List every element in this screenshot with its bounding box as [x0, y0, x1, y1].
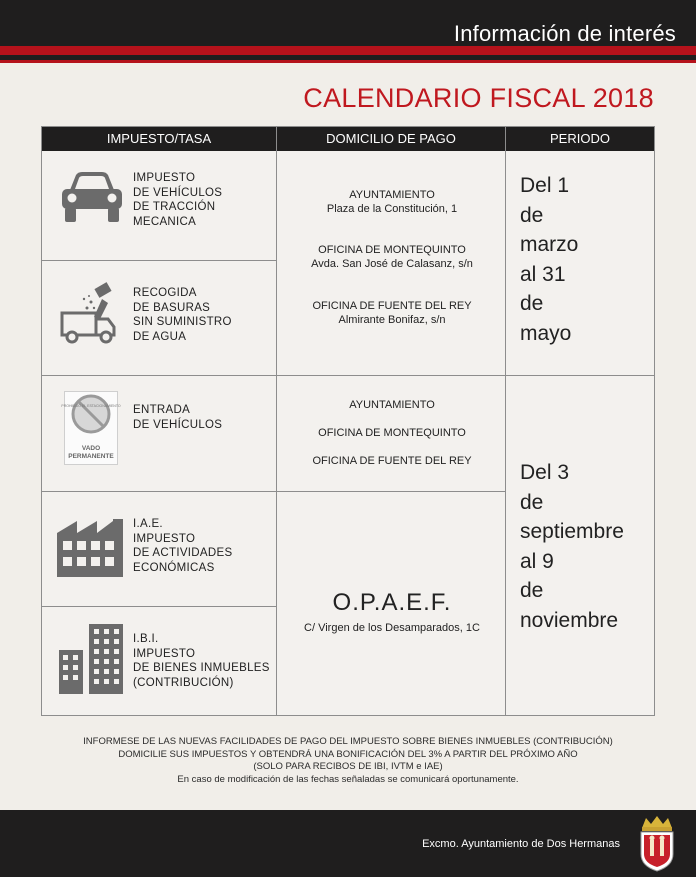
car-icon [60, 170, 124, 224]
header-red-underline [0, 60, 696, 63]
payment-office: OFICINA DE FUENTE DEL REY [312, 455, 472, 467]
info-notes [0, 736, 696, 786]
payment-office: OFICINA DE MONTEQUINTO Avda. San José de Calasanz, s/n [311, 244, 473, 270]
payment-office: OFICINA DE MONTEQUINTO [318, 427, 466, 439]
column-header-period: PERIODO [550, 131, 610, 146]
tax-label-vehicle-entry: ENTRADA DE VEHÍCULOS [133, 404, 223, 431]
column-header-tax: IMPUESTO/TASA [106, 131, 212, 146]
sign-label-vado: VADO [81, 445, 101, 452]
garbage-truck-icon [58, 277, 124, 345]
column-header-payment: DOMICILIO DE PAGO [326, 131, 456, 146]
header-red-stripe [0, 46, 696, 55]
note-line: (SOLO PARA RECIBOS DE IBI, IVTM e IAE) [253, 761, 443, 772]
row-divider [42, 491, 505, 492]
no-parking-icon [61, 392, 121, 436]
factory-icon [57, 519, 125, 577]
header-title: Información de interés [453, 21, 676, 46]
column-divider [276, 127, 277, 715]
fiscal-calendar-table [41, 126, 655, 716]
coat-of-arms-icon [636, 814, 678, 872]
sign-label-permanente: PERMANENTE [68, 453, 114, 460]
buildings-icon [59, 624, 125, 694]
row-divider [42, 260, 276, 261]
payment-office-opaef-address: C/ Virgen de los Desamparados, 1C [304, 622, 480, 634]
period-first: Del 1 de marzo al 31 de mayo [520, 174, 579, 345]
note-line: DOMICILIE SUS IMPUESTOS Y OBTENDRÁ UNA BONIFICACIÓN DEL 3% A PARTIR DEL PRÓXIMO AÑO [118, 748, 578, 760]
table-header [42, 127, 654, 151]
svg-text:PROHIBIDO EL ESTACIONAMIENTO: PROHIBIDO EL ESTACIONAMIENTO [61, 404, 121, 408]
vado-sign-icon [61, 391, 121, 465]
tax-label-ibi: I.B.I. IMPUESTO DE BIENES INMUEBLES (CONTRIBUCIÓN) [133, 633, 270, 689]
period-second: Del 3 de septiembre al 9 de noviembre [520, 461, 624, 632]
row-divider [42, 375, 654, 376]
payment-office: OFICINA DE FUENTE DEL REY Almirante Bonifaz, s/n [312, 300, 472, 326]
page-title: CALENDARIO FISCAL 2018 [303, 83, 654, 113]
row-divider [42, 606, 276, 607]
payment-office: AYUNTAMIENTO Plaza de la Constitución, 1 [326, 189, 458, 215]
payment-office-opaef: O.P.A.E.F. [332, 589, 452, 616]
note-line: En caso de modificación de las fechas señaladas se comunicará oportunamente. [177, 773, 519, 785]
footer-bar [0, 810, 696, 877]
note-line: INFORMESE DE LAS NUEVAS FACILIDADES DE PAGO DEL IMPUESTO SOBRE BIENES INMUEBLES (CONTRIBUCIÓN) [83, 736, 613, 747]
tax-label-iae: I.A.E. IMPUESTO DE ACTIVIDADES ECONÓMICAS [133, 518, 233, 574]
tax-label-vehicles: IMPUESTO DE VEHÍCULOS DE TRACCIÓN MECANICA [133, 172, 223, 228]
tax-label-garbage: RECOGIDA DE BASURAS SIN SUMINISTRO DE AGUA [133, 287, 232, 343]
payment-office: AYUNTAMIENTO [349, 399, 435, 411]
organization-name: Excmo. Ayuntamiento de Dos Hermanas [422, 838, 620, 850]
